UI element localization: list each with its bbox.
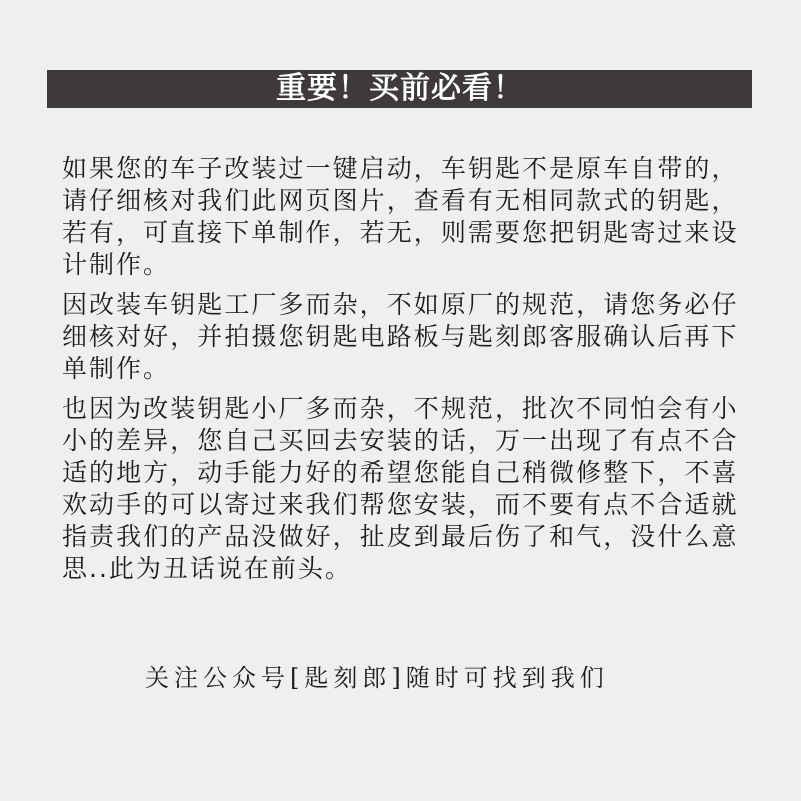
paragraph-line: 指责我们的产品没做好，扯皮到最后伤了和气，没什么意 (62, 522, 738, 551)
paragraph-line: 单制作。 (62, 354, 171, 383)
banner-title: 重要！买前必看！ (276, 71, 524, 106)
paragraph-3 (62, 393, 738, 585)
paragraph-line: 计制作。 (62, 250, 171, 279)
paragraph-line: 请仔细核对我们此网页图片，查看有无相同款式的钥匙， (62, 186, 738, 215)
paragraph-line: 细核对好，并拍摄您钥匙电路板与匙刻郎客服确认后再下 (62, 322, 738, 351)
paragraph-line: 因改装车钥匙工厂多而杂，不如原厂的规范，请您务必仔 (62, 290, 738, 319)
paragraph-line: 思..此为丑话说在前头。 (62, 554, 352, 583)
paragraph-line: 如果您的车子改装过一键启动，车钥匙不是原车自带的， (62, 154, 738, 183)
paragraph-1 (62, 153, 738, 281)
notice-body (62, 153, 738, 593)
paragraph-line: 也因为改装钥匙小厂多而杂，不规范，批次不同怕会有小 (62, 394, 738, 423)
paragraph-2 (62, 289, 738, 385)
paragraph-line: 欢动手的可以寄过来我们帮您安装，而不要有点不合适就 (62, 490, 738, 519)
notice-banner (47, 70, 752, 108)
paragraph-line: 适的地方，动手能力好的希望您能自己稍微修整下，不喜 (62, 458, 738, 487)
footer-follow-text: 关注公众号[匙刻郎]随时可找到我们 (145, 664, 609, 692)
paragraph-line: 小的差异，您自己买回去安装的话，万一出现了有点不合 (62, 426, 738, 455)
paragraph-line: 若有，可直接下单制作，若无，则需要您把钥匙寄过来设 (62, 218, 738, 247)
